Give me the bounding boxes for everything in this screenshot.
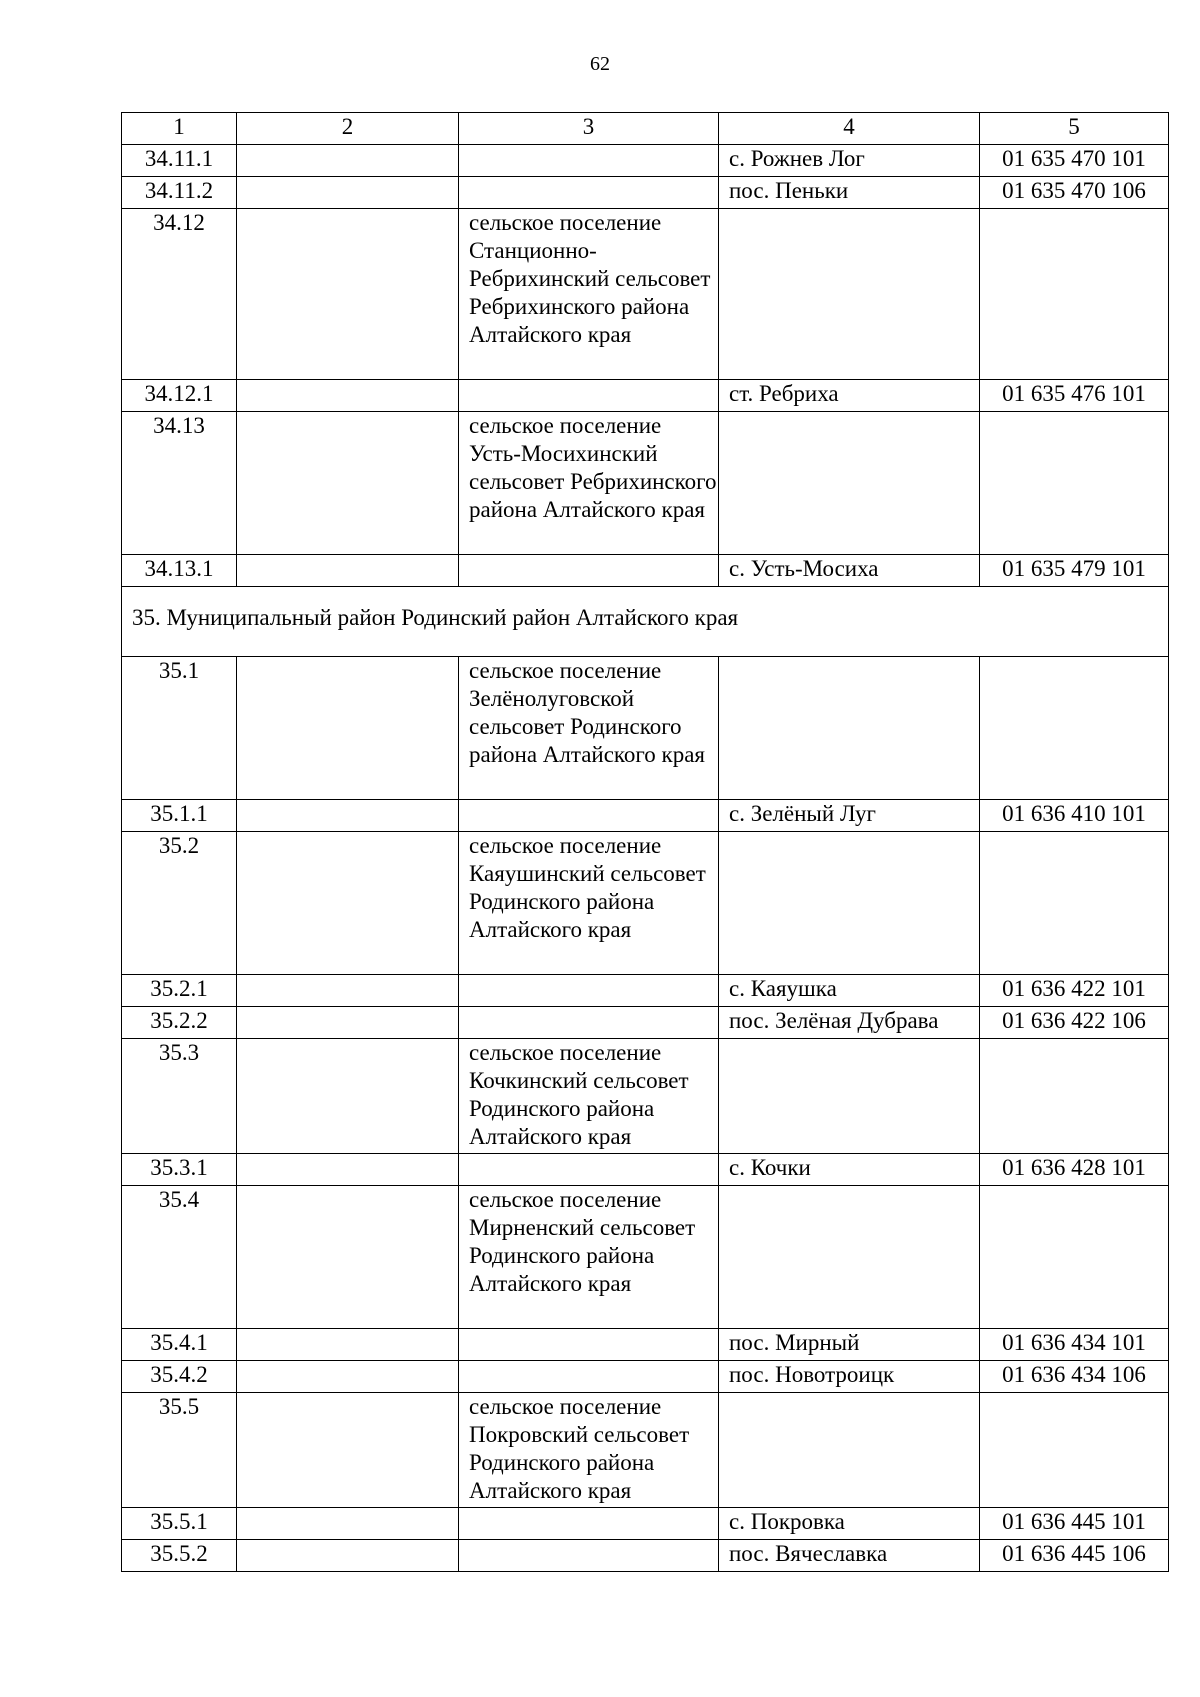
cell-oktmo: 01 636 422 106 bbox=[980, 1007, 1169, 1039]
column-header-4: 4 bbox=[719, 113, 980, 145]
cell-oktmo: 01 636 434 106 bbox=[980, 1361, 1169, 1393]
cell-col2 bbox=[237, 412, 459, 555]
section-heading: 35. Муниципальный район Родинский район Алтайского края bbox=[122, 587, 1169, 657]
cell-code: 34.11.2 bbox=[122, 177, 237, 209]
section-heading-row bbox=[122, 587, 1169, 657]
cell-municipality bbox=[459, 1540, 719, 1572]
cell-municipality bbox=[459, 177, 719, 209]
table-row bbox=[122, 1508, 1169, 1540]
settlements-table bbox=[121, 112, 1169, 1572]
cell-municipality bbox=[459, 1508, 719, 1540]
cell-oktmo bbox=[980, 1393, 1169, 1508]
cell-settlement-text: пос. Новотроицк bbox=[729, 1362, 895, 1387]
table-row bbox=[122, 145, 1169, 177]
cell-settlement bbox=[719, 1154, 980, 1186]
cell-col2 bbox=[237, 1508, 459, 1540]
cell-code: 35.1 bbox=[122, 657, 237, 800]
cell-oktmo bbox=[980, 412, 1169, 555]
cell-code: 35.3 bbox=[122, 1039, 237, 1154]
cell-code: 35.5 bbox=[122, 1393, 237, 1508]
cell-code: 35.4.1 bbox=[122, 1329, 237, 1361]
table-row bbox=[122, 1393, 1169, 1508]
cell-municipality bbox=[459, 1186, 719, 1329]
cell-oktmo bbox=[980, 657, 1169, 800]
cell-settlement bbox=[719, 1039, 980, 1154]
table-row bbox=[122, 555, 1169, 587]
column-header-3: 3 bbox=[459, 113, 719, 145]
page-number: 62 bbox=[590, 53, 610, 75]
cell-municipality bbox=[459, 555, 719, 587]
cell-settlement bbox=[719, 1508, 980, 1540]
cell-settlement-text: с. Покровка bbox=[729, 1509, 845, 1534]
cell-settlement bbox=[719, 800, 980, 832]
cell-code: 34.11.1 bbox=[122, 145, 237, 177]
cell-settlement bbox=[719, 975, 980, 1007]
table-row bbox=[122, 1186, 1169, 1329]
cell-settlement-text: пос. Зелёная Дубрава bbox=[729, 1008, 939, 1033]
cell-settlement-text: с. Зелёный Луг bbox=[729, 801, 876, 826]
cell-municipality bbox=[459, 1007, 719, 1039]
cell-col2 bbox=[237, 1361, 459, 1393]
table-row bbox=[122, 1361, 1169, 1393]
table-row bbox=[122, 1540, 1169, 1572]
cell-municipality-text: сельское поселение Станционно-Ребрихинский сельсовет Ребрихинского района Алтайского края bbox=[469, 210, 711, 347]
table-row bbox=[122, 800, 1169, 832]
table-row bbox=[122, 1329, 1169, 1361]
cell-settlement-text: пос. Мирный bbox=[729, 1330, 860, 1355]
cell-municipality bbox=[459, 975, 719, 1007]
table-row bbox=[122, 1007, 1169, 1039]
cell-settlement bbox=[719, 1393, 980, 1508]
table-row bbox=[122, 380, 1169, 412]
cell-code: 34.13 bbox=[122, 412, 237, 555]
cell-settlement-text: пос. Пеньки bbox=[729, 178, 849, 203]
cell-code: 35.3.1 bbox=[122, 1154, 237, 1186]
table-row bbox=[122, 657, 1169, 800]
column-header-2: 2 bbox=[237, 113, 459, 145]
table-row bbox=[122, 209, 1169, 380]
column-header-1: 1 bbox=[122, 113, 237, 145]
table-row bbox=[122, 1039, 1169, 1154]
cell-oktmo: 01 635 470 106 bbox=[980, 177, 1169, 209]
table-row bbox=[122, 975, 1169, 1007]
table-row bbox=[122, 177, 1169, 209]
cell-settlement bbox=[719, 177, 980, 209]
cell-code: 35.2.1 bbox=[122, 975, 237, 1007]
cell-municipality-text: сельское поселение Зелёнолуговской сельсовет Родинского района Алтайского края bbox=[469, 658, 706, 767]
cell-settlement bbox=[719, 209, 980, 380]
cell-settlement bbox=[719, 832, 980, 975]
cell-settlement bbox=[719, 145, 980, 177]
cell-settlement bbox=[719, 380, 980, 412]
table-row bbox=[122, 1154, 1169, 1186]
cell-municipality bbox=[459, 209, 719, 380]
cell-municipality bbox=[459, 832, 719, 975]
cell-municipality-text: сельское поселение Усть-Мосихинский сельсовет Ребрихинского района Алтайского края bbox=[469, 413, 717, 522]
cell-code: 35.4 bbox=[122, 1186, 237, 1329]
cell-col2 bbox=[237, 800, 459, 832]
cell-col2 bbox=[237, 1039, 459, 1154]
cell-municipality-text: сельское поселение Мирненский сельсовет Родинского района Алтайского края bbox=[469, 1187, 696, 1296]
cell-col2 bbox=[237, 145, 459, 177]
cell-municipality bbox=[459, 1154, 719, 1186]
cell-municipality-text: сельское поселение Каяушинский сельсовет Родинского района Алтайского края bbox=[469, 833, 706, 942]
cell-settlement-text: с. Кочки bbox=[729, 1155, 811, 1180]
cell-code: 35.5.2 bbox=[122, 1540, 237, 1572]
cell-settlement bbox=[719, 1186, 980, 1329]
table-row bbox=[122, 832, 1169, 975]
cell-col2 bbox=[237, 657, 459, 800]
cell-code: 35.2.2 bbox=[122, 1007, 237, 1039]
cell-municipality bbox=[459, 380, 719, 412]
cell-col2 bbox=[237, 1329, 459, 1361]
cell-oktmo: 01 636 445 106 bbox=[980, 1540, 1169, 1572]
cell-settlement-text: пос. Вячеславка bbox=[729, 1541, 888, 1566]
cell-code: 35.2 bbox=[122, 832, 237, 975]
table-body bbox=[122, 113, 1169, 1572]
cell-oktmo: 01 635 476 101 bbox=[980, 380, 1169, 412]
cell-oktmo bbox=[980, 832, 1169, 975]
cell-municipality bbox=[459, 412, 719, 555]
cell-oktmo: 01 636 434 101 bbox=[980, 1329, 1169, 1361]
cell-col2 bbox=[237, 832, 459, 975]
cell-col2 bbox=[237, 1154, 459, 1186]
cell-col2 bbox=[237, 177, 459, 209]
table-row bbox=[122, 412, 1169, 555]
cell-col2 bbox=[237, 555, 459, 587]
cell-municipality bbox=[459, 145, 719, 177]
cell-oktmo: 01 636 428 101 bbox=[980, 1154, 1169, 1186]
cell-code: 34.12.1 bbox=[122, 380, 237, 412]
cell-settlement bbox=[719, 1329, 980, 1361]
cell-municipality-text: сельское поселение Кочкинский сельсовет Родинского района Алтайского края bbox=[469, 1040, 689, 1149]
cell-municipality bbox=[459, 1393, 719, 1508]
cell-settlement-text: с. Каяушка bbox=[729, 976, 837, 1001]
cell-code: 35.4.2 bbox=[122, 1361, 237, 1393]
cell-col2 bbox=[237, 209, 459, 380]
cell-col2 bbox=[237, 1186, 459, 1329]
cell-col2 bbox=[237, 1393, 459, 1508]
cell-municipality bbox=[459, 800, 719, 832]
header-row bbox=[122, 113, 1169, 145]
cell-municipality bbox=[459, 1039, 719, 1154]
cell-settlement bbox=[719, 412, 980, 555]
cell-code: 35.1.1 bbox=[122, 800, 237, 832]
cell-municipality-text: сельское поселение Покровский сельсовет Родинского района Алтайского края bbox=[469, 1394, 690, 1503]
cell-oktmo: 01 636 410 101 bbox=[980, 800, 1169, 832]
cell-code: 35.5.1 bbox=[122, 1508, 237, 1540]
cell-settlement bbox=[719, 555, 980, 587]
cell-oktmo: 01 636 422 101 bbox=[980, 975, 1169, 1007]
cell-oktmo bbox=[980, 1186, 1169, 1329]
column-header-5: 5 bbox=[980, 113, 1169, 145]
cell-oktmo bbox=[980, 209, 1169, 380]
cell-settlement bbox=[719, 657, 980, 800]
cell-col2 bbox=[237, 380, 459, 412]
cell-settlement-text: с. Усть-Мосиха bbox=[729, 556, 879, 581]
cell-settlement-text: с. Рожнев Лог bbox=[729, 146, 865, 171]
cell-settlement bbox=[719, 1007, 980, 1039]
cell-code: 34.13.1 bbox=[122, 555, 237, 587]
cell-settlement bbox=[719, 1540, 980, 1572]
cell-oktmo bbox=[980, 1039, 1169, 1154]
cell-col2 bbox=[237, 1540, 459, 1572]
cell-oktmo: 01 635 470 101 bbox=[980, 145, 1169, 177]
cell-settlement-text: ст. Ребриха bbox=[729, 381, 839, 406]
cell-oktmo: 01 636 445 101 bbox=[980, 1508, 1169, 1540]
cell-municipality bbox=[459, 1361, 719, 1393]
cell-settlement bbox=[719, 1361, 980, 1393]
cell-municipality bbox=[459, 1329, 719, 1361]
cell-oktmo: 01 635 479 101 bbox=[980, 555, 1169, 587]
cell-municipality bbox=[459, 657, 719, 800]
cell-col2 bbox=[237, 1007, 459, 1039]
cell-col2 bbox=[237, 975, 459, 1007]
cell-code: 34.12 bbox=[122, 209, 237, 380]
